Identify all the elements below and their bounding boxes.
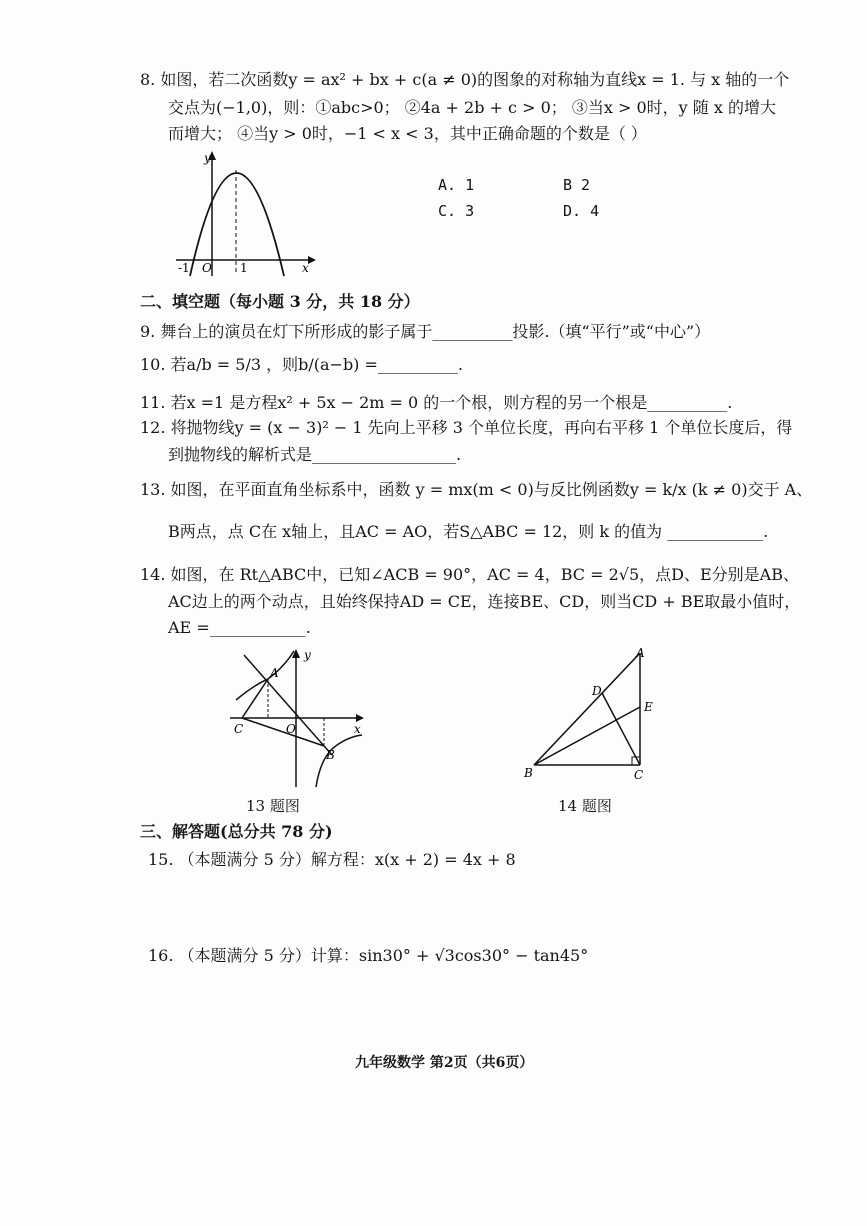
page-footer: 九年级数学 第2页（共6页） (355, 1055, 534, 1071)
q13-point-c-label: C (234, 722, 244, 736)
q8-option-d: D. 4 (563, 202, 600, 220)
q16-text: 16. （本题满分 5 分）计算：sin30° + √3cos30° − tan45° (148, 946, 589, 965)
q14-point-e-label: E (644, 700, 653, 714)
q8-option-b: B 2 (563, 176, 591, 194)
q14-point-d-label: D (592, 684, 602, 698)
q14-line-2: AC边上的两个动点，且始终保持AD = CE，连接BE、CD，则当CD + BE取最小值时， (168, 592, 801, 611)
q14-point-c-label: C (634, 768, 644, 782)
q13-caption: 13 题图 (246, 797, 300, 815)
q13-axis-x-label: x (354, 722, 361, 736)
q12-line-2: 到抛物线的解析式是__________________. (168, 445, 462, 464)
q13-point-b-label: B (326, 748, 335, 762)
q8-axis-x-label: x (302, 261, 309, 275)
q8-line-1: 8. 如图，若二次函数y = ax² + bx + c(a ≠ 0)的图象的对称轴为直线x = 1. 与 x 轴的一个 (140, 70, 790, 89)
q9-text: 9. 舞台上的演员在灯下所形成的影子属于__________投影.（填“平行”或“中心”） (140, 322, 711, 341)
q8-line-2: 交点为(−1,0)，则：①abc>0； ②4a + 2b + c > 0； ③当x > 0时，y 随 x 的增大 (168, 98, 776, 117)
q8-parabola-graph (168, 148, 318, 278)
q13-line-2: B两点，点 C在 x轴上，且AC = AO，若S△ABC = 12，则 k 的值为 ____________. (168, 522, 769, 541)
q13-axis-y-label: y (304, 648, 311, 662)
q14-line-1: 14. 如图，在 Rt△ABC中，已知∠ACB = 90°，AC = 4，BC = 2√5，点D、E分别是AB、 (140, 565, 799, 584)
q8-option-a: A. 1 (438, 176, 475, 194)
q8-axis-y-label: y (204, 151, 211, 165)
q14-caption: 14 题图 (558, 797, 612, 815)
q14-point-b-label: B (524, 766, 533, 780)
q15-text: 15. （本题满分 5 分）解方程：x(x + 2) = 4x + 8 (148, 850, 516, 869)
q13-origin-label: O (286, 722, 296, 736)
q14-line-3: AE =____________. (168, 618, 311, 637)
q13-figure (228, 645, 368, 790)
q8-line-3: 而增大； ④当y > 0时，−1 < x < 3，其中正确命题的个数是（ ） (168, 124, 647, 143)
q10-text: 10. 若a/b = 5/3 ，则b/(a−b) =__________. (140, 355, 464, 374)
q14-figure (520, 645, 660, 785)
section-2-heading: 二、填空题（每小题 3 分，共 18 分） (140, 292, 420, 311)
section-3-heading: 三、解答题(总分共 78 分) (140, 822, 333, 841)
q13-point-a-label: A (270, 666, 279, 680)
q13-line-1: 13. 如图，在平面直角坐标系中，函数 y = mx(m < 0)与反比例函数y = k/x (k ≠ 0)交于 A、 (140, 480, 813, 499)
q11-text: 11. 若x =1 是方程x² + 5x − 2m = 0 的一个根，则方程的另一个根是__________. (140, 393, 733, 412)
q8-neg1-label: -1 (178, 261, 190, 275)
q12-line-1: 12. 将抛物线y = (x − 3)² − 1 先向上平移 3 个单位长度，再向右平移 1 个单位长度后，得 (140, 418, 793, 437)
q8-one-label: 1 (240, 261, 248, 275)
q8-option-c: C. 3 (438, 202, 475, 220)
q8-origin-label: O (202, 261, 212, 275)
q14-point-a-label: A (636, 646, 645, 660)
